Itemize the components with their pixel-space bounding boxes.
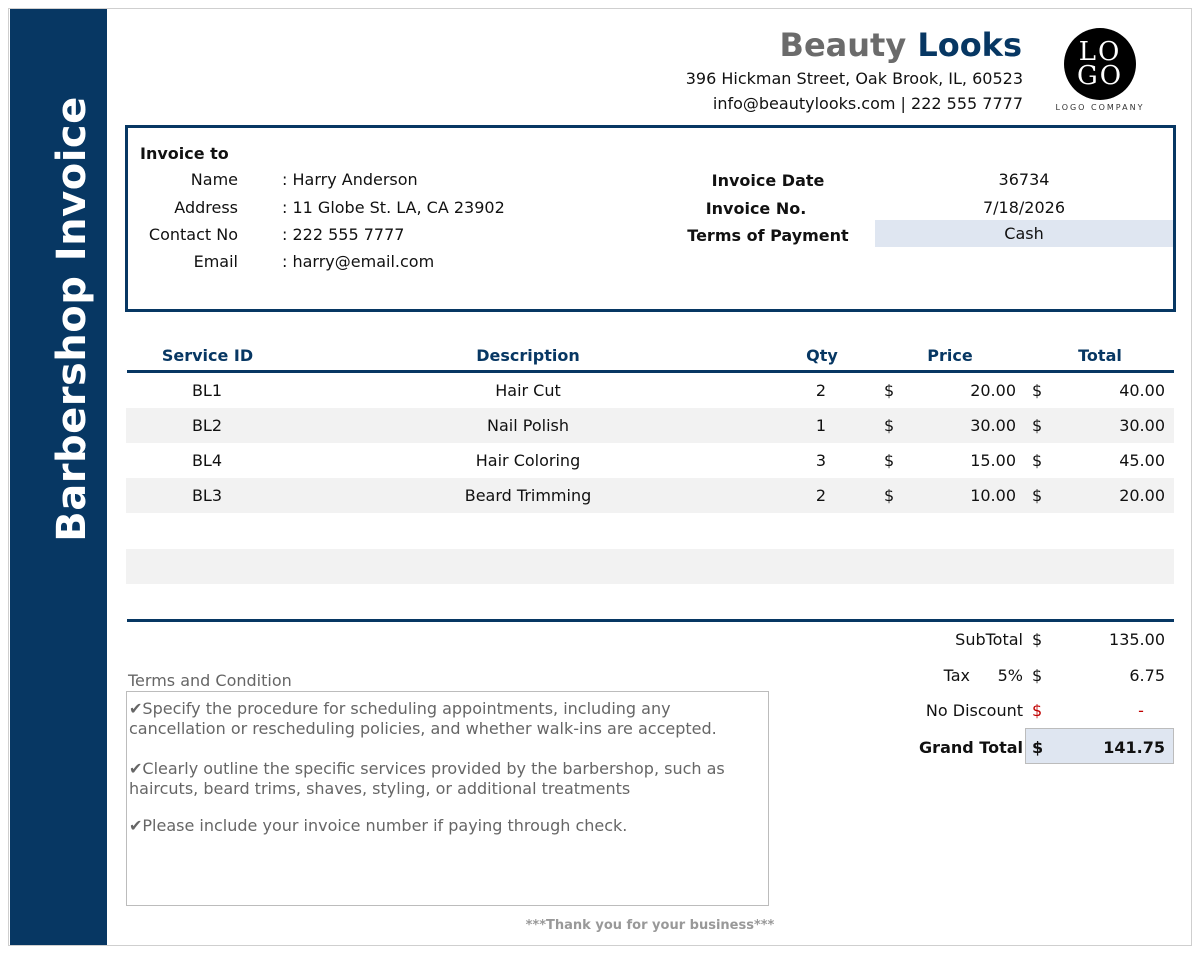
terms-of-payment-label: Terms of Payment xyxy=(687,226,849,245)
logo-text-bottom: GO xyxy=(1076,61,1124,91)
grand-total-currency: $ xyxy=(1032,738,1044,757)
invoice-number-value: 7/18/2026 xyxy=(982,198,1066,217)
price-cell: 20.00 xyxy=(970,381,1016,400)
description-cell: Hair Coloring xyxy=(475,451,581,470)
col-header-price: Price xyxy=(927,346,973,365)
terms-item: ✔Specify the procedure for scheduling appointments, including any cancellation or rescheduling policies, and whether walk-ins are accepted. xyxy=(129,699,717,738)
price-cell: 15.00 xyxy=(970,451,1016,470)
discount-value: - xyxy=(1138,701,1144,720)
total-currency: $ xyxy=(1032,451,1043,470)
subtotal-value: 135.00 xyxy=(1109,630,1165,649)
table-row-empty xyxy=(126,549,1174,584)
name-label: Name xyxy=(190,170,238,189)
service-id-cell: BL3 xyxy=(191,486,223,505)
thank-you-note: ***Thank you for your business*** xyxy=(525,918,775,933)
price-currency: $ xyxy=(884,451,895,470)
table-row xyxy=(126,443,1174,478)
table-row xyxy=(126,408,1174,443)
company-name-second: Looks xyxy=(917,26,1022,64)
invoice-to-heading: Invoice to xyxy=(140,144,229,163)
subtotal-label: SubTotal xyxy=(955,630,1023,649)
price-cell: 30.00 xyxy=(970,416,1016,435)
service-id-cell: BL2 xyxy=(191,416,223,435)
price-currency: $ xyxy=(884,416,895,435)
total-cell: 45.00 xyxy=(1119,451,1165,470)
table-row-empty xyxy=(126,513,1174,548)
discount-currency: $ xyxy=(1032,701,1043,720)
table-row xyxy=(126,373,1174,408)
terms-of-payment-value: Cash xyxy=(875,220,1173,247)
total-cell: 20.00 xyxy=(1119,486,1165,505)
side-title: Barbershop Invoice xyxy=(49,96,95,542)
terms-item: ✔Clearly outline the specific services provided by the barbershop, such as haircuts, beard trims, shaves, styling, or additional treatments xyxy=(129,759,725,798)
address-label: Address xyxy=(174,198,238,217)
price-cell: 10.00 xyxy=(970,486,1016,505)
invoice-date-value: 36734 xyxy=(998,170,1050,189)
col-header-service-id: Service ID xyxy=(161,346,254,365)
contact-value: : 222 555 7777 xyxy=(282,225,405,244)
qty-cell: 2 xyxy=(815,381,827,400)
invoice-number-label: Invoice No. xyxy=(705,199,807,218)
service-id-cell: BL1 xyxy=(191,381,223,400)
terms-heading: Terms and Condition xyxy=(128,671,292,690)
total-cell: 30.00 xyxy=(1119,416,1165,435)
total-currency: $ xyxy=(1032,416,1043,435)
description-cell: Nail Polish xyxy=(487,416,569,435)
company-address: 396 Hickman Street, Oak Brook, IL, 60523 xyxy=(685,69,1023,88)
side-band xyxy=(10,9,107,945)
col-header-qty: Qty xyxy=(806,346,838,365)
table-bottom-rule xyxy=(127,619,1174,622)
col-header-description: Description xyxy=(476,346,580,365)
company-name-first: Beauty xyxy=(779,26,907,64)
discount-label: No Discount xyxy=(925,701,1023,720)
subtotal-currency: $ xyxy=(1032,630,1043,649)
grand-total-value: 141.75 xyxy=(1103,738,1165,757)
tax-value: 6.75 xyxy=(1129,666,1165,685)
grand-total-label: Grand Total xyxy=(919,738,1023,757)
invoice-date-label: Invoice Date xyxy=(711,171,825,190)
description-cell: Beard Trimming xyxy=(464,486,592,505)
address-value: : 11 Globe St. LA, CA 23902 xyxy=(282,198,505,217)
description-cell: Hair Cut xyxy=(495,381,561,400)
tax-currency: $ xyxy=(1032,666,1043,685)
terms-box xyxy=(126,691,769,906)
service-id-cell: BL4 xyxy=(191,451,223,470)
total-currency: $ xyxy=(1032,486,1043,505)
contact-label: Contact No xyxy=(148,225,238,244)
total-cell: 40.00 xyxy=(1119,381,1165,400)
logo-caption: LOGO COMPANY xyxy=(1055,103,1145,112)
total-currency: $ xyxy=(1032,381,1043,400)
qty-cell: 2 xyxy=(815,486,827,505)
terms-item: ✔Please include your invoice number if paying through check. xyxy=(129,816,628,835)
tax-label: Tax xyxy=(943,666,970,685)
tax-rate: 5% xyxy=(997,666,1023,685)
email-value: : harry@email.com xyxy=(282,252,435,271)
table-row xyxy=(126,478,1174,513)
price-currency: $ xyxy=(884,381,895,400)
company-name xyxy=(780,26,1022,64)
qty-cell: 3 xyxy=(815,451,827,470)
col-header-total: Total xyxy=(1078,346,1122,365)
qty-cell: 1 xyxy=(815,416,827,435)
email-label: Email xyxy=(193,252,238,271)
logo-text-top: LO xyxy=(1078,37,1122,67)
price-currency: $ xyxy=(884,486,895,505)
company-contact: info@beautylooks.com | 222 555 7777 xyxy=(712,94,1023,113)
logo-icon xyxy=(1064,28,1136,100)
name-value: : Harry Anderson xyxy=(282,170,418,189)
